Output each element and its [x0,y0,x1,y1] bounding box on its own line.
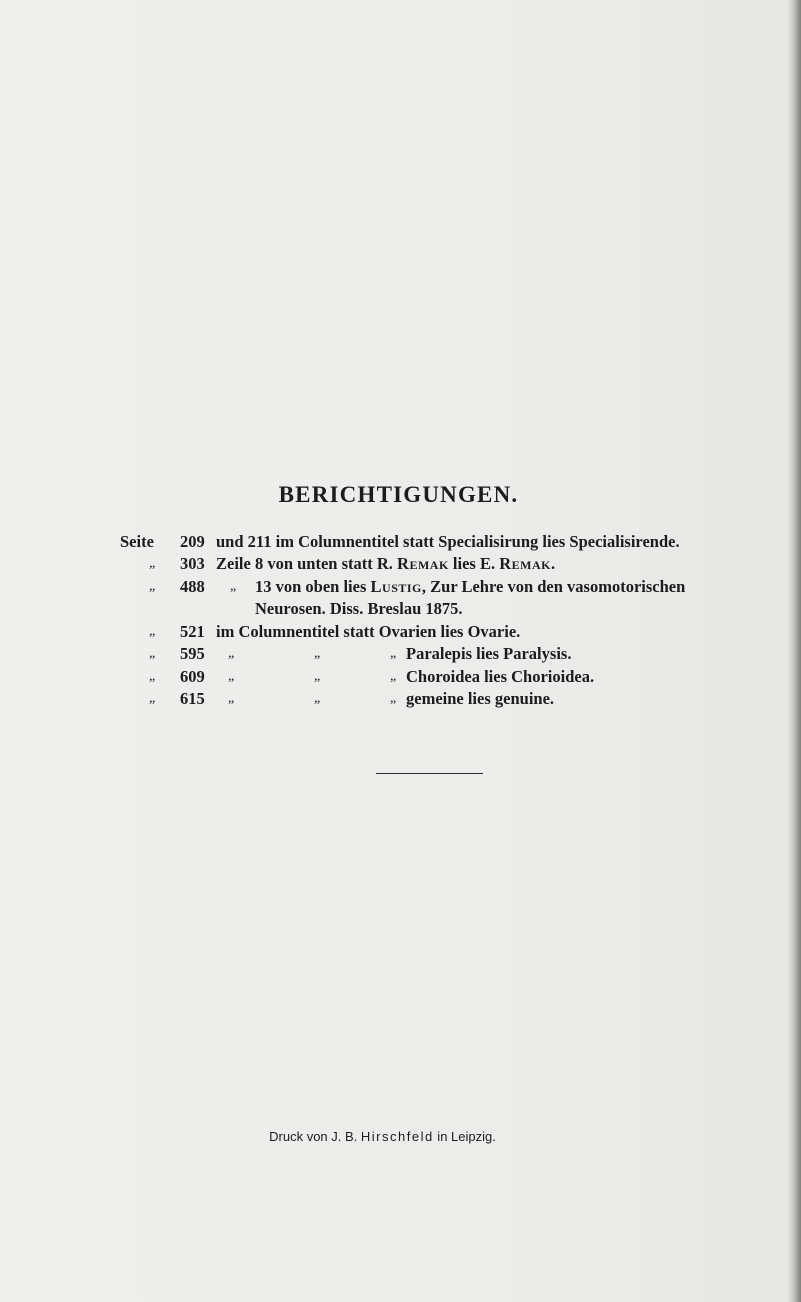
page-edge-shadow [787,0,801,1302]
ditto-mark: „ [390,669,397,684]
imprint-printer-name: Hirschfeld [360,1129,434,1144]
page-number: 209 [180,532,205,551]
imprint-suffix: in Leipzig. [433,1129,496,1144]
page-number: 595 [180,644,205,663]
ditto-mark: „ [149,556,156,571]
text-part: lies E. [448,554,500,573]
correction-text: Neurosen. Diss. Breslau 1875. [255,599,463,618]
page-number: 609 [180,667,205,686]
page-number: 303 [180,554,205,573]
horizontal-rule [376,773,483,774]
author-name: Lustig [370,577,422,596]
printer-imprint [0,1129,783,1144]
correction-text: im Columnentitel statt Ovarien lies Ovarie. [216,622,521,641]
correction-text: und 211 im Columnentitel statt Specialisirung lies Specialisirende. [216,532,680,551]
text-part: Zeile 8 von unten statt R. [216,554,398,573]
ditto-mark: „ [390,646,397,661]
correction-text: Paralepis lies Paralysis. [406,644,572,663]
ditto-mark: „ [228,646,235,661]
ditto-mark: „ [149,624,156,639]
text-part: . [550,554,556,573]
ditto-mark: „ [390,691,397,706]
correction-text: gemeine lies genuine. [406,689,555,708]
ditto-mark: „ [149,691,156,706]
text-part: , Zur Lehre von den vasomotorischen [421,577,686,596]
ditto-mark: „ [228,691,235,706]
author-name: Remak [499,554,551,573]
page-title: BERICHTIGUNGEN. [278,482,519,507]
ditto-mark: „ [314,646,321,661]
page-number: 521 [180,622,205,641]
ditto-mark: „ [230,579,237,594]
text-part: 13 von oben lies [255,577,371,596]
ditto-mark: „ [149,646,156,661]
ditto-mark: „ [149,669,156,684]
ditto-mark: „ [228,669,235,684]
page-number: 615 [180,689,205,708]
page-number: 488 [180,577,205,596]
correction-text [255,577,685,597]
correction-text: Choroidea lies Chorioidea. [406,667,595,686]
ditto-mark: „ [314,669,321,684]
correction-text [216,554,555,574]
ditto-mark: „ [314,691,321,706]
seite-label: Seite [120,532,154,551]
imprint-prefix: Druck von J. B. [269,1129,361,1144]
ditto-mark: „ [149,579,156,594]
author-name: Remak [397,554,449,573]
